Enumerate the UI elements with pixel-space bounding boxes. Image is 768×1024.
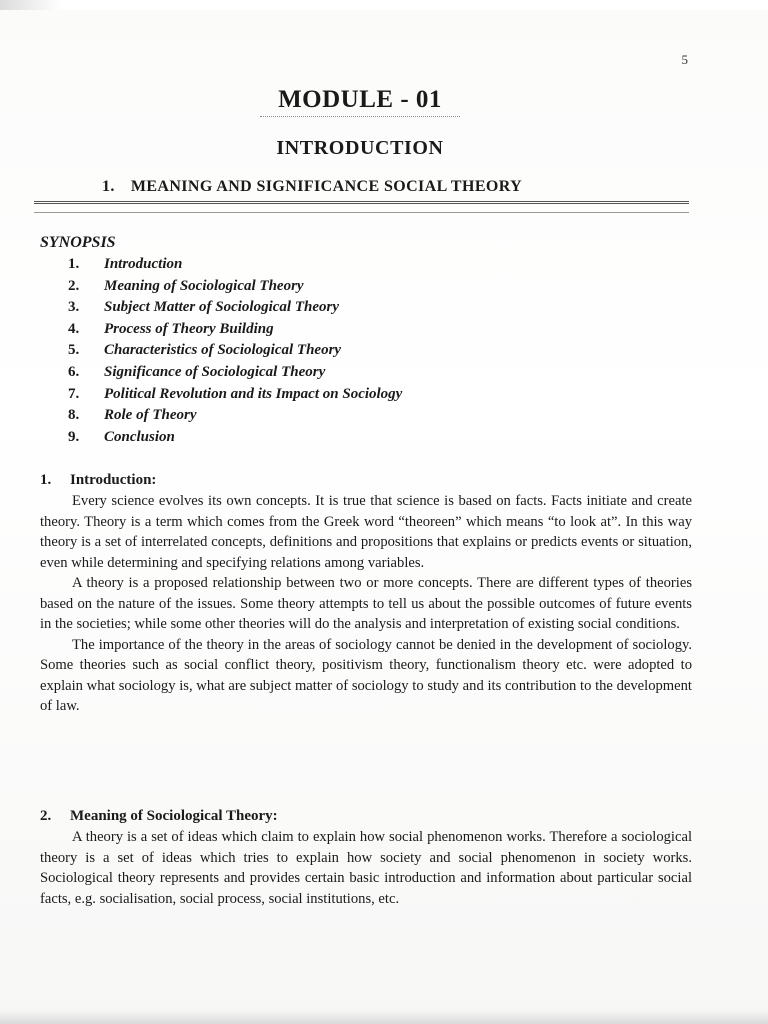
section-heading-text: Introduction: xyxy=(70,472,157,488)
page-top-edge xyxy=(0,0,768,10)
synopsis-item xyxy=(68,364,402,386)
synopsis-item-number: 2. xyxy=(68,277,80,294)
page-number: 5 xyxy=(681,52,688,67)
paragraph: A theory is a set of ideas which claim to explain how social phenomenon works. Therefore a sociological theory is a set of ideas which tries to explain how society and social phenomenon in society works. Sociological theory represents and provides certain basic introduction and information about particular social facts, e.g. socialisation, social process, social institutions, etc. xyxy=(40,829,692,907)
synopsis-item-label: Introduction xyxy=(104,256,183,272)
page-bottom-shadow xyxy=(0,1010,768,1024)
module-title-underline xyxy=(260,116,460,117)
synopsis-heading: SYNOPSIS xyxy=(40,234,116,251)
synopsis-item-label: Significance of Sociological Theory xyxy=(104,363,326,380)
synopsis-item xyxy=(68,278,402,300)
synopsis-item-label: Characteristics of Sociological Theory xyxy=(104,342,342,359)
synopsis-item xyxy=(68,342,402,364)
section-heading xyxy=(40,472,692,489)
chapter-heading xyxy=(102,178,522,196)
synopsis-item-number: 1. xyxy=(68,256,80,272)
synopsis-item-number: 9. xyxy=(68,428,80,445)
synopsis-item-label: Role of Theory xyxy=(104,407,197,424)
section-meaning-of-sociological-theory xyxy=(40,808,692,909)
synopsis-list xyxy=(68,256,402,450)
section-heading-text: Meaning of Sociological Theory: xyxy=(70,808,278,824)
synopsis-item-number: 8. xyxy=(68,407,80,424)
paragraph: A theory is a proposed relationship between two or more concepts. There are different types of theories based on the nature of the issues. Some theory attempts to tell us about the possible outcomes of future events in the societies; while some other theories will do the analysis and interpretation of existing social conditions. xyxy=(40,575,692,632)
synopsis-item xyxy=(68,407,402,429)
introduction-title: INTRODUCTION xyxy=(276,137,444,159)
synopsis-item-number: 4. xyxy=(68,320,80,337)
synopsis-item-number: 7. xyxy=(68,385,80,402)
synopsis-item xyxy=(68,299,402,321)
heading-rule xyxy=(34,201,689,204)
chapter-number: 1. xyxy=(102,178,115,195)
module-title-text: MODULE - 01 xyxy=(278,86,442,113)
synopsis-item-label: Subject Matter of Sociological Theory xyxy=(104,299,339,316)
section-heading xyxy=(40,808,692,825)
synopsis-item-label: Process of Theory Building xyxy=(104,320,274,337)
synopsis-item xyxy=(68,386,402,408)
section-number: 1. xyxy=(40,472,52,488)
module-title xyxy=(0,86,720,117)
section-introduction xyxy=(40,472,692,717)
synopsis-item xyxy=(68,321,402,343)
synopsis-item-number: 3. xyxy=(68,299,80,316)
synopsis-item-number: 6. xyxy=(68,363,80,380)
paragraph: The importance of the theory in the areas of sociology cannot be denied in the development of sociology. Some theories such as social conflict theory, positivism theory, functionalism theory etc. were adopted to explain what sociology is, what are subject matter of sociology to study and its contribution to the development of law. xyxy=(40,636,692,714)
chapter-title: MEANING AND SIGNIFICANCE SOCIAL THEORY xyxy=(130,178,523,195)
synopsis-item-number: 5. xyxy=(68,342,80,359)
synopsis-item-label: Meaning of Sociological Theory xyxy=(104,277,304,294)
synopsis-item xyxy=(68,429,402,451)
section-number: 2. xyxy=(40,808,52,824)
synopsis-item xyxy=(68,256,402,278)
heading-rule-thin xyxy=(34,212,689,213)
paragraph: Every science evolves its own concepts. It is true that science is based on facts. Facts initiate and create theory. Theory is a term which comes from the Greek word “theoreen” which means “to look at”. In this way theory is a set of interrelated concepts, definitions and propositions that explains or predicts events or situation, even while determining and specifying relations among variables. xyxy=(40,493,692,571)
synopsis-item-label: Political Revolution and its Impact on Sociology xyxy=(104,385,403,402)
synopsis-item-label: Conclusion xyxy=(104,428,175,445)
